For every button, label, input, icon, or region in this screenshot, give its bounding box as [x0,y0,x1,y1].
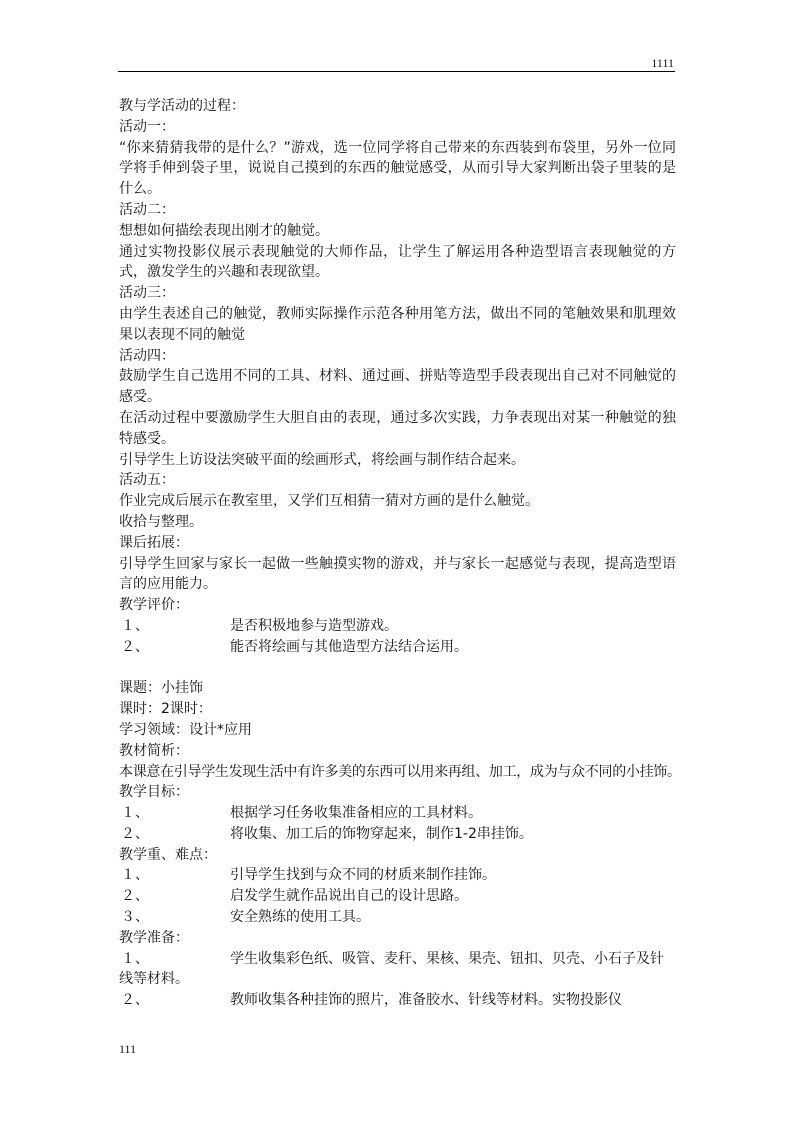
activity1-text: “你来猜猜我带的是什么？”游戏，选一位同学将自己带来的东西装到布袋里，另外一位同学将手伸到袋子里，说说自己摸到的东西的触觉感受，从而引导大家判断出袋子里装的是什么。 [119,139,676,198]
item-number: １、 [121,617,149,634]
learning-domain: 学习领域：设计*应用 [119,721,252,738]
keypoints-label: 教学重、难点： [119,846,217,863]
item-number: ２、 [121,888,149,905]
item-text: 安全熟练的使用工具。 [230,909,370,926]
item-text: 学生收集彩色纸、吸管、麦秆、果核、果壳、钮扣、贝壳、小石子及针线等材料。 [119,950,664,988]
activity5-label: 活动五： [119,472,175,489]
activity4-text: 引导学生上访设法突破平面的绘画形式，将绘画与制作结合起来。 [119,451,525,468]
cleanup-text: 收拾与整理。 [119,513,203,530]
goals-label: 教学目标： [119,784,189,801]
item-text: 引导学生找到与众不同的材质来制作挂饰。 [230,867,496,884]
item-text: 启发学生就作品说出自己的设计思路。 [230,888,468,905]
prep-label: 教学准备： [119,929,189,946]
list-item [119,616,676,637]
activity4-text: 在活动过程中要激励学生大胆自由的表现，通过多次实践，力争表现出对某一种触觉的独特感受。 [119,409,676,447]
list-item [119,803,676,824]
analysis-label: 教材简析： [119,742,189,759]
item-number: ２、 [121,992,149,1009]
activity4-label: 活动四： [119,347,175,364]
list-item [119,990,676,1011]
section-title: 教与学活动的过程： [119,98,245,114]
activity4-text: 鼓励学生自己选用不同的工具、材料、通过画、拼贴等造型手段表现出自己对不同触觉的感受。 [119,368,676,406]
list-item [119,907,676,928]
document-body [119,96,681,1011]
extension-label: 课后拓展： [119,534,189,551]
activity2-text: 想想如何描绘表现出刚才的触觉。 [119,222,329,239]
item-number: ３、 [121,909,149,926]
item-number: １、 [121,805,149,822]
list-item [119,824,676,845]
item-text: 将收集、加工后的饰物穿起来，制作1-2串挂饰。 [230,825,533,842]
item-text: 能否将绘画与其他造型方法结合运用。 [230,638,468,655]
item-number: ２、 [121,638,149,655]
header-page-number: 1111 [651,56,674,70]
list-item [119,949,676,991]
item-text: 教师收集各种挂饰的照片，准备胶水、针线等材料。实物投影仪 [230,992,622,1009]
activity2-label: 活动二： [119,201,175,218]
item-text: 是否积极地参与造型游戏。 [230,617,398,634]
extension-text: 引导学生回家与家长一起做一些触摸实物的游戏，并与家长一起感觉与表现，提高造型语言的应用能力。 [119,555,676,593]
list-item [119,865,676,886]
activity3-text: 由学生表述自己的触觉，教师实际操作示范各种用笔方法，做出不同的笔触效果和肌理效果以表现不同的触觉 [119,305,676,343]
footer-page-number: 111 [119,1042,137,1056]
item-text: 根据学习任务收集准备相应的工具材料。 [230,805,482,822]
item-number: １、 [121,867,149,884]
activity1-label: 活动一： [119,118,175,135]
lesson-topic: 课题：小挂饰 [119,680,203,697]
activity5-text: 作业完成后展示在教室里，又学们互相猜一猜对方画的是什么触觉。 [119,493,539,510]
list-item [119,637,676,658]
analysis-text: 本课意在引导学生发现生活中有许多美的东西可以用来再组、加工，成为与众不同的小挂饰。 [119,763,681,780]
item-number: １、 [121,950,149,967]
activity2-text: 通过实物投影仪展示表现触觉的大师作品，让学生了解运用各种造型语言表现触觉的方式，激发学生的兴趣和表现欲望。 [119,243,676,281]
list-item [119,886,676,907]
item-number: ２、 [121,825,149,842]
evaluation-label: 教学评价： [119,597,189,614]
lesson-hours: 课时：2课时： [119,701,212,718]
header-divider [118,71,675,72]
blank-line [119,658,676,679]
activity3-label: 活动三： [119,285,175,302]
